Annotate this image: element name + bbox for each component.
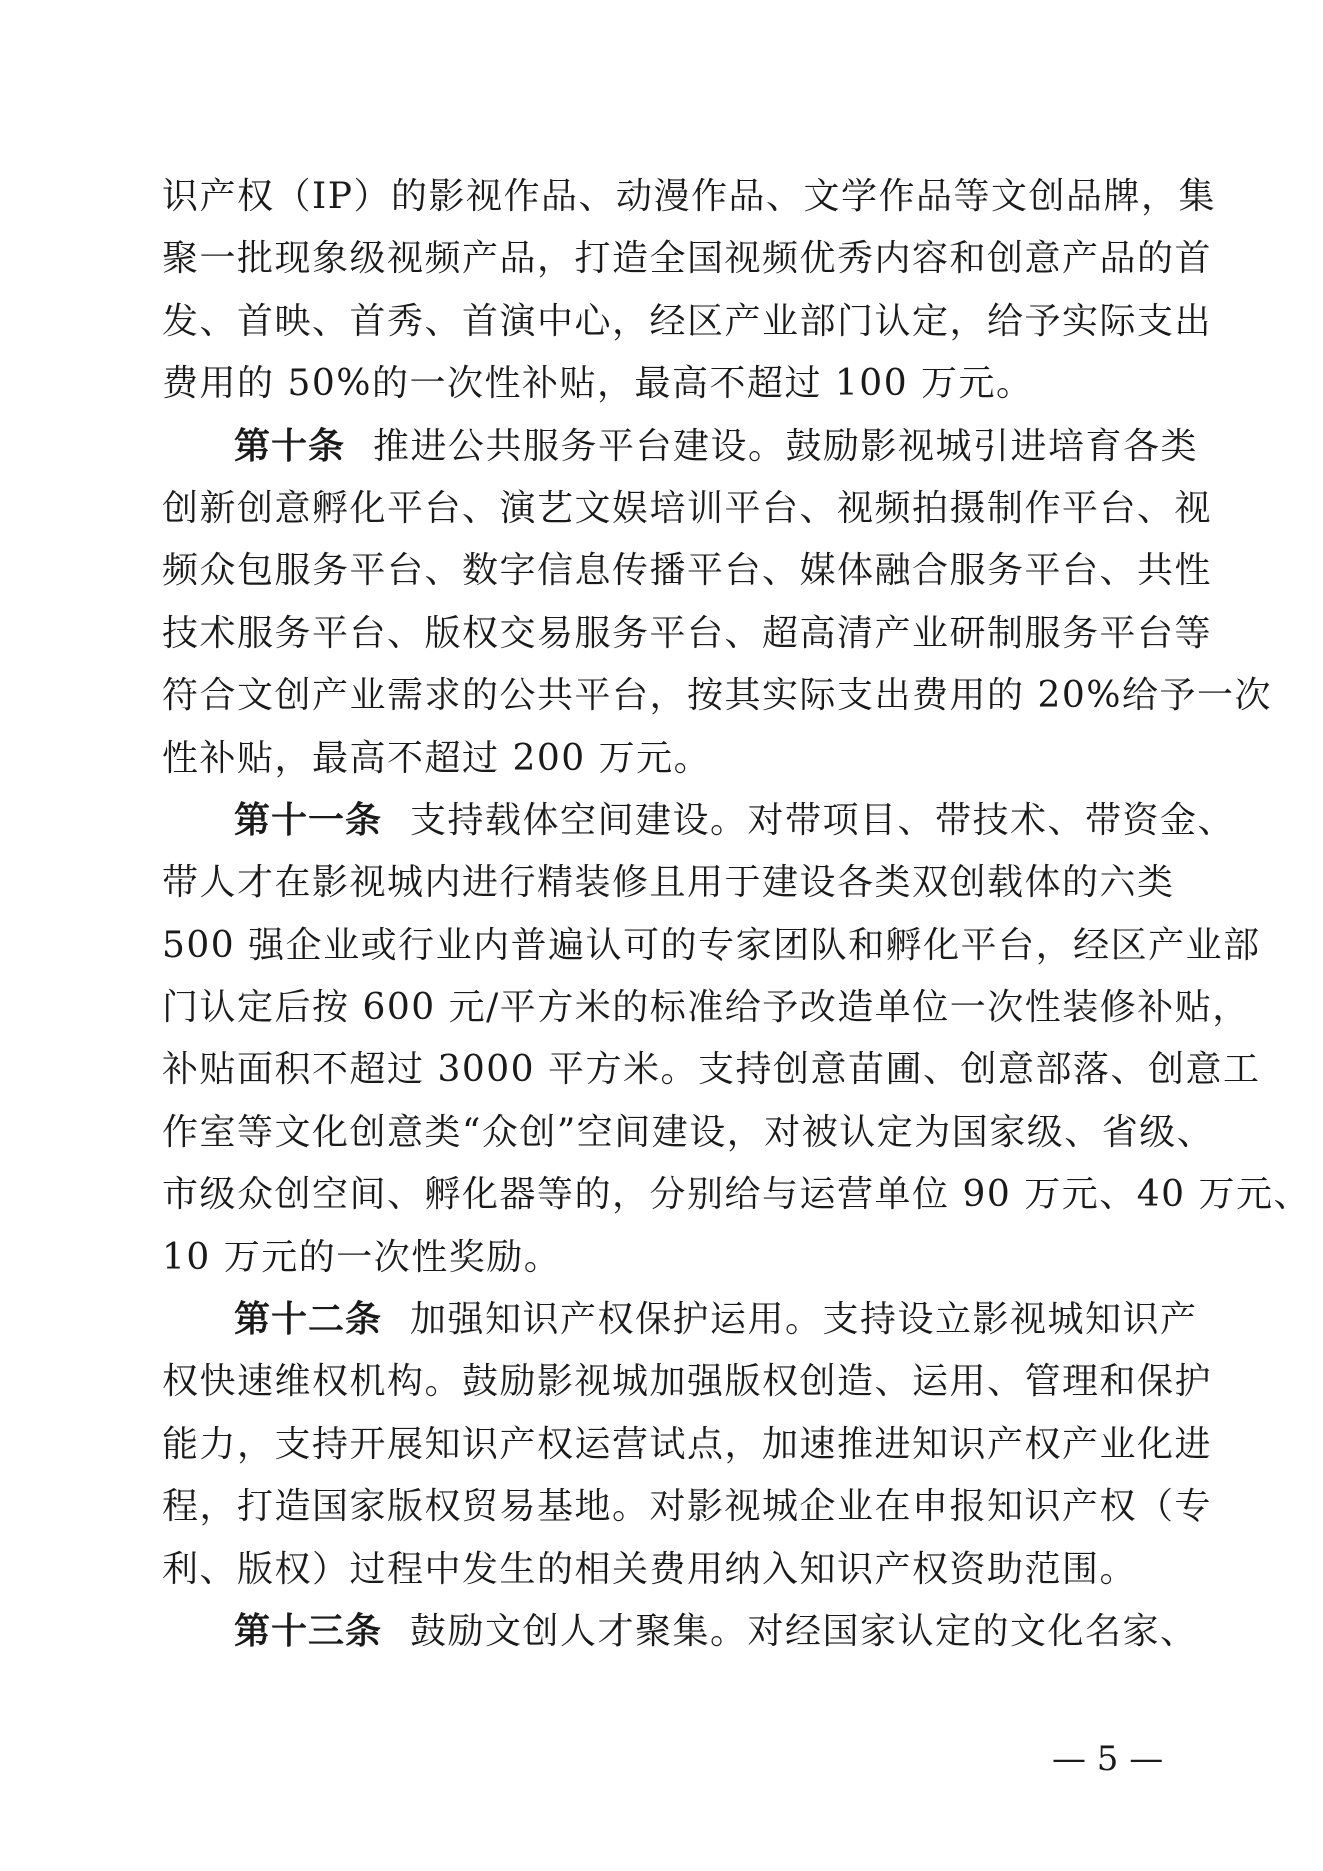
article-heading: 第十二条	[234, 1299, 383, 1341]
text-line: 10 万元的一次性奖励。	[162, 1236, 562, 1278]
article-text: 推进公共服务平台建设。鼓励影视城引进培育各类	[373, 425, 1199, 467]
text-line	[162, 416, 1199, 478]
article-13	[162, 1601, 1198, 1663]
text-line	[162, 1289, 1198, 1351]
article-text: 支持载体空间建设。对带项目、带技术、带资金、	[410, 799, 1236, 841]
page-number: — 5 —	[1052, 1739, 1164, 1779]
text-line: 创新创意孵化平台、演艺文娱培训平台、视频拍摄制作平台、视	[162, 487, 1213, 529]
article-12	[162, 1289, 1213, 1601]
text-line: 识产权（IP）的影视作品、动漫作品、文学作品等文创品牌，集	[162, 176, 1216, 217]
text-line: 市级众创空间、孵化器等的，分别给与运营单位 90 万元、40 万元、	[162, 1174, 1311, 1216]
text-line: 补贴面积不超过 3000 平方米。支持创意苗圃、创意部落、创意工	[162, 1049, 1261, 1091]
text-line	[162, 1601, 1198, 1663]
text-line	[162, 790, 1236, 852]
article-10	[162, 416, 1272, 790]
text-line: 权快速维权机构。鼓励影视城加强版权创造、运用、管理和保护	[162, 1361, 1213, 1403]
text-line: 发、首映、首秀、首演中心，经区产业部门认定，给予实际支出	[162, 300, 1213, 342]
document-body	[162, 166, 1311, 1663]
text-line: 作室等文化创意类“众创”空间建设，对被认定为国家级、省级、	[162, 1111, 1215, 1153]
text-line: 聚一批现象级视频产品，打造全国视频优秀内容和创意产品的首	[162, 238, 1213, 280]
text-line: 500 强企业或行业内普遍认可的专家团队和孵化平台，经区产业部	[162, 924, 1261, 966]
article-heading: 第十三条	[234, 1610, 383, 1652]
article-11	[162, 790, 1311, 1289]
text-line: 程，打造国家版权贸易基地。对影视城企业在申报知识产权（专	[162, 1486, 1213, 1528]
text-line: 带人才在影视城内进行精装修且用于建设各类双创载体的六类	[162, 862, 1175, 904]
article-heading: 第十条	[234, 425, 346, 467]
paragraph-continuation	[162, 166, 1216, 416]
article-text: 鼓励文创人才聚集。对经国家认定的文化名家、	[410, 1610, 1198, 1652]
text-line: 门认定后按 600 元/平方米的标准给予改造单位一次性装修补贴，	[162, 987, 1250, 1029]
text-line: 符合文创产业需求的公共平台，按其实际支出费用的 20%给予一次	[162, 675, 1272, 717]
article-heading: 第十一条	[234, 799, 383, 841]
article-text: 加强知识产权保护运用。支持设立影视城知识产	[410, 1299, 1198, 1341]
text-line: 费用的 50%的一次性补贴，最高不超过 100 万元。	[162, 363, 1034, 405]
text-line: 频众包服务平台、数字信息传播平台、媒体融合服务平台、共性	[162, 550, 1213, 592]
text-line: 技术服务平台、版权交易服务平台、超高清产业研制服务平台等	[162, 612, 1213, 654]
text-line: 能力，支持开展知识产权运营试点，加速推进知识产权产业化进	[162, 1423, 1213, 1465]
text-line: 性补贴，最高不超过 200 万元。	[162, 737, 712, 779]
text-line: 利、版权）过程中发生的相关费用纳入知识产权资助范围。	[162, 1548, 1138, 1590]
